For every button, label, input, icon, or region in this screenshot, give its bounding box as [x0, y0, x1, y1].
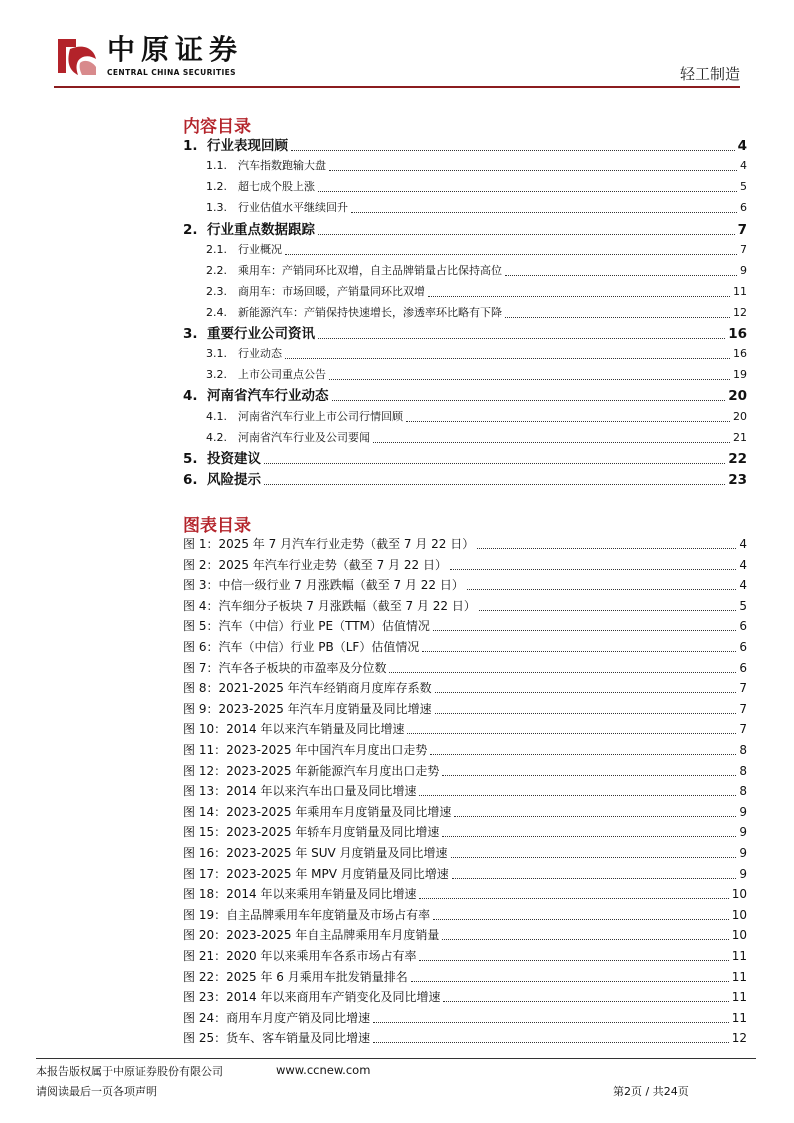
figure-page: 7: [739, 681, 747, 696]
toc-entry-page: 16: [733, 347, 747, 360]
toc-entry-number: 1.2.: [206, 180, 227, 193]
figure-label: 图 6：: [183, 640, 219, 654]
figure-title: 2023-2025 年 SUV 月度销量及同比增速: [226, 846, 448, 860]
toc-entry-title: 重要行业公司资讯: [207, 326, 315, 342]
figure-title: 汽车细分子板块 7 月涨跌幅（截至 7 月 22 日）: [218, 598, 476, 613]
figure-list-item[interactable]: [183, 865, 747, 883]
toc-entry-title: 汽车指数跑输大盘: [238, 159, 326, 172]
toc-entry-page: 19: [733, 368, 747, 381]
toc-leader-dots: [505, 275, 737, 276]
figure-leader-dots: [435, 692, 737, 693]
figure-list-item[interactable]: [183, 762, 747, 780]
figure-list-item[interactable]: [183, 1029, 747, 1047]
toc-leader-dots: [264, 484, 725, 485]
toc-entry-number: 1.1.: [206, 159, 227, 172]
toc-entry-title: 乘用车：产销同环比双增，自主品牌销量占比保持高位: [238, 264, 502, 277]
figure-list-item[interactable]: [183, 617, 747, 635]
toc-entry-title: 上市公司重点公告: [238, 368, 326, 381]
toc-entry-page: 9: [740, 264, 747, 277]
toc-leader-dots: [373, 442, 730, 443]
toc-entry-title: 商用车：市场回暖，产销量同环比双增: [238, 285, 425, 298]
figure-title: 2014 年以来商用车产销变化及同比增速: [226, 990, 441, 1005]
toc-entry-title: 行业表现回顾: [207, 138, 288, 154]
toc-section-link[interactable]: [183, 450, 747, 468]
figure-title: 2023-2025 年中国汽车月度出口走势: [226, 743, 428, 757]
figure-list-item[interactable]: [183, 926, 747, 944]
figure-title: 中信一级行业 7 月涨跌幅（截至 7 月 22 日）: [218, 578, 464, 593]
toc-entry-page: 23: [728, 472, 747, 488]
toc-entry-title: 超七成个股上涨: [238, 180, 315, 193]
toc-entry-title: 行业估值水平继续回升: [238, 201, 348, 214]
figure-title: 2025 年 7 月汽车行业走势（截至 7 月 22 日）: [218, 537, 475, 551]
figure-label: 图 19：: [183, 907, 227, 922]
figure-leader-dots: [419, 960, 728, 961]
figure-list-item[interactable]: [183, 1009, 747, 1027]
figure-label: 图 16：: [183, 846, 227, 860]
footer-website-link[interactable]: www.ccnew.com: [276, 1063, 371, 1077]
toc-entry-title: 行业概况: [238, 243, 282, 256]
figure-title: 2023-2025 年乘用车月度销量及同比增速: [226, 804, 452, 819]
toc-subsection-link[interactable]: [206, 366, 747, 384]
figure-label: 图 12：: [183, 763, 227, 778]
company-name-en: CENTRAL CHINA SECURITIES: [107, 68, 236, 77]
toc-leader-dots: [285, 358, 730, 359]
figure-page: 4: [739, 537, 747, 551]
figure-leader-dots: [477, 548, 736, 549]
figure-list-item[interactable]: [183, 782, 747, 800]
figure-title: 汽车各子板块的市盈率及分位数: [218, 660, 387, 675]
figure-title: 汽车（中信）行业 PB（LF）估值情况: [218, 640, 420, 654]
figure-list-item[interactable]: [183, 535, 747, 553]
figure-title: 2021-2025 年汽车经销商月度库存系数: [218, 681, 432, 696]
figure-label: 图 2：: [183, 557, 219, 572]
toc-title: 内容目录: [183, 117, 251, 137]
figure-list-item[interactable]: [183, 823, 747, 841]
toc-subsection-link[interactable]: [206, 241, 747, 259]
figure-leader-dots: [443, 1001, 728, 1002]
toc-leader-dots: [318, 191, 737, 192]
figure-label: 图 17：: [183, 866, 227, 881]
toc-entry-number: 2.1.: [206, 243, 227, 256]
toc-section-link[interactable]: [183, 221, 747, 239]
toc-leader-dots: [329, 379, 730, 380]
toc-subsection-link[interactable]: [206, 408, 747, 426]
figure-label: 图 21：: [183, 949, 227, 963]
figure-title: 2025 年汽车行业走势（截至 7 月 22 日）: [218, 557, 447, 572]
figure-label: 图 7：: [183, 660, 219, 675]
footer-disclaimer-note: 请阅读最后一页各项声明: [36, 1085, 157, 1098]
figure-page: 6: [739, 619, 747, 634]
header-divider: [54, 86, 740, 88]
figure-leader-dots: [419, 898, 728, 899]
toc-entry-page: 16: [728, 326, 747, 342]
toc-entry-number: 2.3.: [206, 285, 227, 298]
toc-entry-title: 河南省汽车行业及公司要闻: [238, 431, 370, 444]
figure-list-item[interactable]: [183, 906, 747, 924]
toc-subsection-link[interactable]: [206, 283, 747, 301]
figure-leader-dots: [430, 754, 736, 755]
figure-leader-dots: [373, 1022, 729, 1023]
toc-section-link[interactable]: [183, 325, 747, 343]
company-logo-icon: [54, 33, 100, 79]
figure-list-item[interactable]: [183, 968, 747, 986]
figure-page: 10: [731, 887, 747, 902]
figure-leader-dots: [411, 981, 729, 982]
toc-subsection-link[interactable]: [206, 157, 747, 175]
figure-page: 9: [739, 866, 747, 881]
toc-subsection-link[interactable]: [206, 262, 747, 280]
toc-entry-number: 1.3.: [206, 201, 227, 214]
figure-label: 图 18：: [183, 887, 227, 902]
figure-page: 11: [731, 949, 747, 963]
figure-page: 8: [739, 784, 747, 799]
figure-title: 2025 年 6 月乘用车批发销量排名: [226, 969, 408, 984]
toc-entry-page: 20: [733, 410, 747, 423]
toc-entry-number: 2.2.: [206, 264, 227, 277]
toc-entry-page: 21: [733, 431, 747, 444]
industry-label: 轻工制造: [679, 65, 740, 83]
figure-label: 图 5：: [183, 619, 219, 634]
figure-page: 6: [739, 660, 747, 675]
figure-list-item[interactable]: [183, 597, 747, 615]
figure-leader-dots: [450, 569, 736, 570]
toc-entry-page: 7: [737, 222, 747, 238]
toc-entry-number: 6.: [183, 472, 198, 488]
toc-entry-number: 2.4.: [206, 306, 227, 319]
figure-title: 汽车（中信）行业 PE（TTM）估值情况: [218, 619, 430, 634]
figure-label: 图 11：: [183, 743, 227, 757]
figure-list-item[interactable]: [183, 988, 747, 1006]
figure-label: 图 24：: [183, 1010, 227, 1025]
figure-label: 图 20：: [183, 928, 227, 943]
figure-leader-dots: [433, 630, 736, 631]
figure-page: 8: [739, 743, 747, 757]
figure-title: 2023-2025 年汽车月度销量及同比增速: [218, 701, 432, 716]
toc-entry-number: 4.: [183, 388, 198, 404]
figure-page: 9: [739, 846, 747, 860]
figure-list-item[interactable]: [183, 679, 747, 697]
figure-label: 图 22：: [183, 969, 227, 984]
figure-leader-dots: [479, 610, 736, 611]
figure-page: 9: [739, 804, 747, 819]
figure-page: 11: [731, 1010, 747, 1025]
figure-page: 11: [731, 990, 747, 1005]
figure-label: 图 10：: [183, 722, 227, 737]
figure-leader-dots: [419, 795, 736, 796]
toc-leader-dots: [264, 463, 725, 464]
toc-entry-page: 7: [740, 243, 747, 256]
figure-title: 货车、客车销量及同比增速: [226, 1031, 371, 1046]
figure-list-item[interactable]: [183, 885, 747, 903]
figure-page: 4: [739, 578, 747, 593]
toc-entry-number: 3.1.: [206, 347, 227, 360]
toc-entry-page: 4: [737, 138, 747, 154]
figure-label: 图 4：: [183, 598, 219, 613]
figure-page: 12: [731, 1031, 747, 1046]
figure-title: 2014 年以来乘用车销量及同比增速: [226, 887, 417, 902]
toc-entry-title: 行业动态: [238, 347, 282, 360]
figure-leader-dots: [422, 651, 736, 652]
toc-entry-page: 12: [733, 306, 747, 319]
figures-title: 图表目录: [183, 516, 251, 536]
toc-entry-page: 22: [728, 451, 747, 467]
footer-copyright: 本报告版权属于中原证券股份有限公司: [36, 1065, 223, 1078]
figure-page: 4: [739, 557, 747, 572]
toc-section-link[interactable]: [183, 387, 747, 405]
figure-list-item[interactable]: [183, 720, 747, 738]
figure-label: 图 3：: [183, 578, 219, 593]
footer-page-info: 第2页 / 共24页: [613, 1085, 689, 1098]
figure-title: 2014 年以来汽车出口量及同比增速: [226, 784, 417, 799]
figure-title: 商用车月度产销及同比增速: [226, 1010, 371, 1025]
toc-entry-page: 6: [740, 201, 747, 214]
toc-entry-title: 河南省汽车行业上市公司行情回顾: [238, 410, 403, 423]
toc-subsection-link[interactable]: [206, 178, 747, 196]
figure-page: 9: [739, 825, 747, 840]
toc-entry-number: 4.1.: [206, 410, 227, 423]
toc-entry-title: 新能源汽车：产销保持快速增长，渗透率环比略有下降: [238, 306, 502, 319]
figure-label: 图 15：: [183, 825, 227, 840]
toc-leader-dots: [291, 150, 735, 151]
company-name-cn: 中原证券: [107, 33, 244, 66]
toc-section-link[interactable]: [183, 471, 747, 489]
toc-entry-number: 5.: [183, 451, 198, 467]
figure-title: 2023-2025 年自主品牌乘用车月度销量: [226, 928, 440, 943]
figure-list-item[interactable]: [183, 556, 747, 574]
figure-leader-dots: [454, 816, 736, 817]
toc-entry-title: 行业重点数据跟踪: [207, 222, 315, 238]
figure-title: 2023-2025 年新能源汽车月度出口走势: [226, 763, 440, 778]
figure-leader-dots: [389, 672, 736, 673]
figure-label: 图 23：: [183, 990, 227, 1005]
figure-page: 10: [731, 907, 747, 922]
toc-entry-page: 4: [740, 159, 747, 172]
figure-leader-dots: [451, 857, 737, 858]
footer-divider: [36, 1058, 756, 1059]
figure-page: 7: [739, 701, 747, 716]
figure-title: 2014 年以来汽车销量及同比增速: [226, 722, 405, 737]
figure-page: 5: [739, 598, 747, 613]
toc-leader-dots: [406, 421, 730, 422]
figure-list-item[interactable]: [183, 741, 747, 759]
figure-label: 图 14：: [183, 804, 227, 819]
figure-leader-dots: [435, 713, 737, 714]
toc-entry-title: 投资建议: [207, 451, 261, 467]
figure-leader-dots: [442, 836, 736, 837]
toc-entry-number: 4.2.: [206, 431, 227, 444]
toc-leader-dots: [505, 317, 730, 318]
figure-leader-dots: [442, 775, 736, 776]
toc-subsection-link[interactable]: [206, 429, 747, 447]
figure-list-item[interactable]: [183, 947, 747, 965]
figure-leader-dots: [373, 1042, 729, 1043]
figure-list-item[interactable]: [183, 803, 747, 821]
toc-leader-dots: [351, 212, 737, 213]
toc-entry-page: 5: [740, 180, 747, 193]
toc-section-link[interactable]: [183, 137, 747, 155]
toc-entry-number: 3.: [183, 326, 198, 342]
toc-entry-page: 20: [728, 388, 747, 404]
toc-subsection-link[interactable]: [206, 199, 747, 217]
figure-list-item[interactable]: [183, 844, 747, 862]
figure-label: 图 25：: [183, 1031, 227, 1046]
toc-leader-dots: [428, 296, 730, 297]
toc-subsection-link[interactable]: [206, 304, 747, 322]
toc-leader-dots: [329, 170, 737, 171]
figure-leader-dots: [452, 878, 737, 879]
figure-title: 2023-2025 年 MPV 月度销量及同比增速: [226, 866, 449, 881]
figure-list-item[interactable]: [183, 576, 747, 594]
figure-list-item[interactable]: [183, 659, 747, 677]
figure-list-item[interactable]: [183, 700, 747, 718]
figure-title: 2020 年以来乘用车各系市场占有率: [226, 949, 417, 963]
figure-leader-dots: [433, 919, 729, 920]
figure-label: 图 1：: [183, 537, 219, 551]
toc-leader-dots: [318, 234, 735, 235]
figure-title: 2023-2025 年轿车月度销量及同比增速: [226, 825, 440, 840]
figure-list-item[interactable]: [183, 638, 747, 656]
figure-page: 8: [739, 763, 747, 778]
toc-entry-number: 1.: [183, 138, 198, 154]
figure-label: 图 8：: [183, 681, 219, 696]
toc-leader-dots: [285, 254, 737, 255]
toc-leader-dots: [318, 338, 725, 339]
figure-title: 自主品牌乘用车年度销量及市场占有率: [226, 907, 431, 922]
figure-page: 7: [739, 722, 747, 737]
toc-leader-dots: [332, 400, 726, 401]
toc-entry-page: 11: [733, 285, 747, 298]
toc-entry-number: 3.2.: [206, 368, 227, 381]
figure-label: 图 13：: [183, 784, 227, 799]
figure-leader-dots: [467, 589, 736, 590]
figure-leader-dots: [442, 939, 728, 940]
toc-entry-number: 2.: [183, 222, 198, 238]
toc-entry-title: 风险提示: [207, 472, 261, 488]
figure-page: 6: [739, 640, 747, 654]
toc-entry-title: 河南省汽车行业动态: [207, 388, 329, 404]
figure-page: 11: [731, 969, 747, 984]
toc-subsection-link[interactable]: [206, 345, 747, 363]
figure-leader-dots: [407, 733, 736, 734]
figure-label: 图 9：: [183, 701, 219, 716]
figure-page: 10: [731, 928, 747, 943]
